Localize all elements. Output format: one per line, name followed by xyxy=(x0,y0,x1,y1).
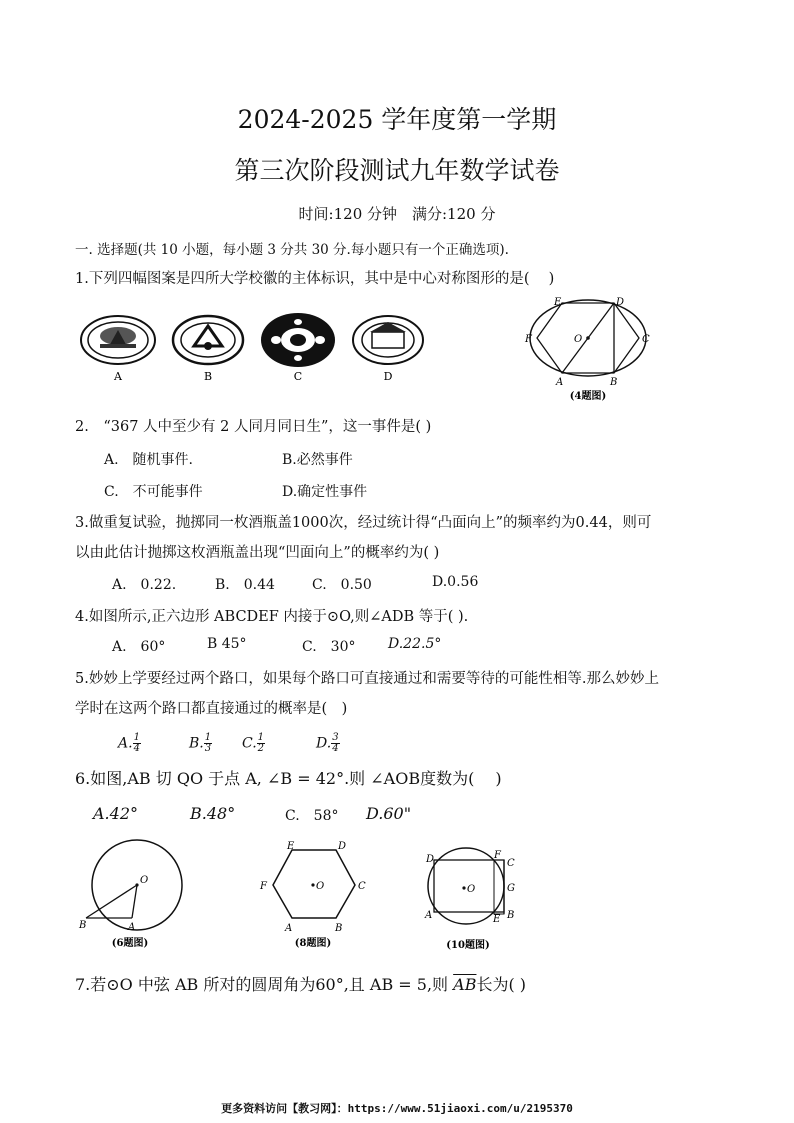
fig8-caption: (8题图) xyxy=(294,938,332,949)
q3-option-c: C. 0.50 xyxy=(312,577,372,593)
q7-prefix: 7.若⊙O 中弦 AB 所对的圆周角为60°,且 AB = 5,则 xyxy=(75,975,454,994)
q5-b-den: 3 xyxy=(204,743,212,754)
q5-d-prefix: D. xyxy=(316,735,332,752)
q4-option-c: C. 30° xyxy=(302,639,356,655)
q5-c-prefix: C. xyxy=(242,735,257,752)
q5-option-d xyxy=(316,733,340,754)
question-1: 1.下列四幅图案是四所大学校徽的主体标识，其中是中心对称图形的是( ) xyxy=(75,271,555,287)
fig6-caption: (6题图) xyxy=(111,938,149,949)
q5-a-den: 4 xyxy=(133,743,140,754)
q5-c-fraction xyxy=(257,733,265,754)
question-3-line2: 以由此估计抛掷这枚酒瓶盖出现“凹面向上”的概率约为( ) xyxy=(75,545,440,561)
badge-d xyxy=(353,316,423,364)
fig4-point-f: F xyxy=(525,334,532,345)
figure-4-hexagon xyxy=(518,295,663,405)
q2-option-a: A. 随机事件. xyxy=(104,452,194,468)
fig4-point-c: C xyxy=(642,334,650,345)
q4-option-a: A. 60° xyxy=(112,639,166,655)
fig10-point-e: E xyxy=(493,914,501,925)
question-4: 4.如图所示,正六边形 ABCDEF 内接于⊙O,则∠ADB 等于( ). xyxy=(75,609,469,625)
question-3-line1: 3.做重复试验，抛掷同一枚酒瓶盖1000次，经过统计得“凸面向上”的频率约为0.44，则可 xyxy=(75,515,652,531)
q2-option-d: D.确定性事件 xyxy=(282,484,368,500)
exam-title-line2: 第三次阶段测试九年数学试卷 xyxy=(234,156,560,185)
question-5-line2: 学时在这两个路口都直接通过的概率是( ) xyxy=(75,701,348,717)
q5-b-fraction xyxy=(204,733,212,754)
fig10-point-a: A xyxy=(425,910,433,921)
fig4-caption: (4题图) xyxy=(569,391,607,402)
badge-label-c: C xyxy=(293,370,303,383)
fig4-point-e: E xyxy=(554,297,562,308)
fig6-point-a: A xyxy=(128,922,136,933)
badge-b xyxy=(173,316,243,364)
q5-d-num: 3 xyxy=(332,732,339,743)
figure-6-tangent xyxy=(72,838,192,953)
section-heading: 一. 选择题(共 10 小题，每小题 3 分共 30 分.每小题只有一个正确选项). xyxy=(75,242,509,258)
q5-b-num: 1 xyxy=(204,732,212,743)
badge-c xyxy=(261,313,335,367)
q6-option-a: A.42° xyxy=(93,804,138,823)
fig6-point-b: B xyxy=(79,920,87,931)
fig10-caption: (10题图) xyxy=(446,940,490,951)
figure-10-rectangle-circle xyxy=(418,838,528,953)
q5-c-num: 1 xyxy=(257,732,265,743)
figure-8-hexagon xyxy=(255,838,375,953)
fig4-point-a: A xyxy=(556,377,564,388)
badge-a xyxy=(81,316,155,364)
fig4-point-b: B xyxy=(610,377,618,388)
fig10-point-b: B xyxy=(507,910,515,921)
q5-option-c xyxy=(242,733,265,754)
q5-c-den: 2 xyxy=(257,743,265,754)
school-badges-figure xyxy=(70,300,440,390)
fig4-point-d: D xyxy=(616,297,625,308)
q6-option-d: D.60" xyxy=(366,804,412,823)
footer-link[interactable]: 更多资料访问【教习网】：https://www.51jiaoxi.com/u/2195370 xyxy=(221,1102,573,1115)
q4-option-d: D.22.5° xyxy=(388,636,442,652)
badge-label-b: B xyxy=(203,370,213,383)
q5-a-prefix: A. xyxy=(118,735,133,752)
question-6: 6.如图,AB 切 QO 于点 A, ∠B = 42°.则 ∠AOB度数为( ) xyxy=(75,769,502,788)
question-5-line1: 5.妙妙上学要经过两个路口，如果每个路口可直接通过和需要等待的可能性相等.那么妙妙上 xyxy=(75,671,659,687)
q5-d-den: 4 xyxy=(332,743,339,754)
q5-a-num: 1 xyxy=(133,732,140,743)
q6-option-c: C. 58° xyxy=(285,808,339,824)
q2-option-c: C. 不可能事件 xyxy=(104,484,203,500)
q3-option-d: D.0.56 xyxy=(432,574,479,590)
question-7 xyxy=(75,972,526,995)
q2-option-b: B.必然事件 xyxy=(282,452,353,468)
badge-label-d: D xyxy=(383,370,393,383)
fig6-point-o: O xyxy=(140,875,149,886)
fig8-point-b: B xyxy=(335,923,343,934)
q5-option-b xyxy=(189,733,212,754)
q5-d-fraction xyxy=(331,733,339,754)
q6-option-b: B.48° xyxy=(190,804,236,823)
q5-a-fraction xyxy=(133,733,141,754)
q7-suffix: 长为( ) xyxy=(476,975,527,994)
q5-option-a xyxy=(118,733,141,754)
question-2: 2. “367 人中至少有 2 人同月同日生”，这一事件是( ) xyxy=(75,419,432,435)
fig8-point-c: C xyxy=(358,881,366,892)
q3-option-a: A. 0.22. xyxy=(112,577,177,593)
fig4-point-o: O xyxy=(574,334,583,345)
fig8-point-e: E xyxy=(287,841,295,852)
exam-title-line1: 2024-2025 学年度第一学期 xyxy=(237,105,557,134)
q4-option-b: B 45° xyxy=(207,636,247,652)
q7-arc-ab: $\overline{AB}$ xyxy=(453,975,477,994)
badge-label-a: A xyxy=(114,370,122,383)
fig10-point-c: C xyxy=(507,858,515,869)
fig8-point-d: D xyxy=(338,841,347,852)
fig8-point-a: A xyxy=(285,923,293,934)
fig10-point-d: D xyxy=(426,854,435,865)
q5-b-prefix: B. xyxy=(189,735,204,752)
fig8-point-f: F xyxy=(260,881,267,892)
q3-option-b: B. 0.44 xyxy=(215,577,275,593)
fig10-point-o: O xyxy=(467,884,476,895)
fig10-point-f: F xyxy=(494,850,501,861)
fig8-point-o: O xyxy=(316,881,325,892)
fig10-point-g: G xyxy=(507,883,515,894)
exam-time-score: 时间:120 分钟 满分:120 分 xyxy=(298,205,496,223)
